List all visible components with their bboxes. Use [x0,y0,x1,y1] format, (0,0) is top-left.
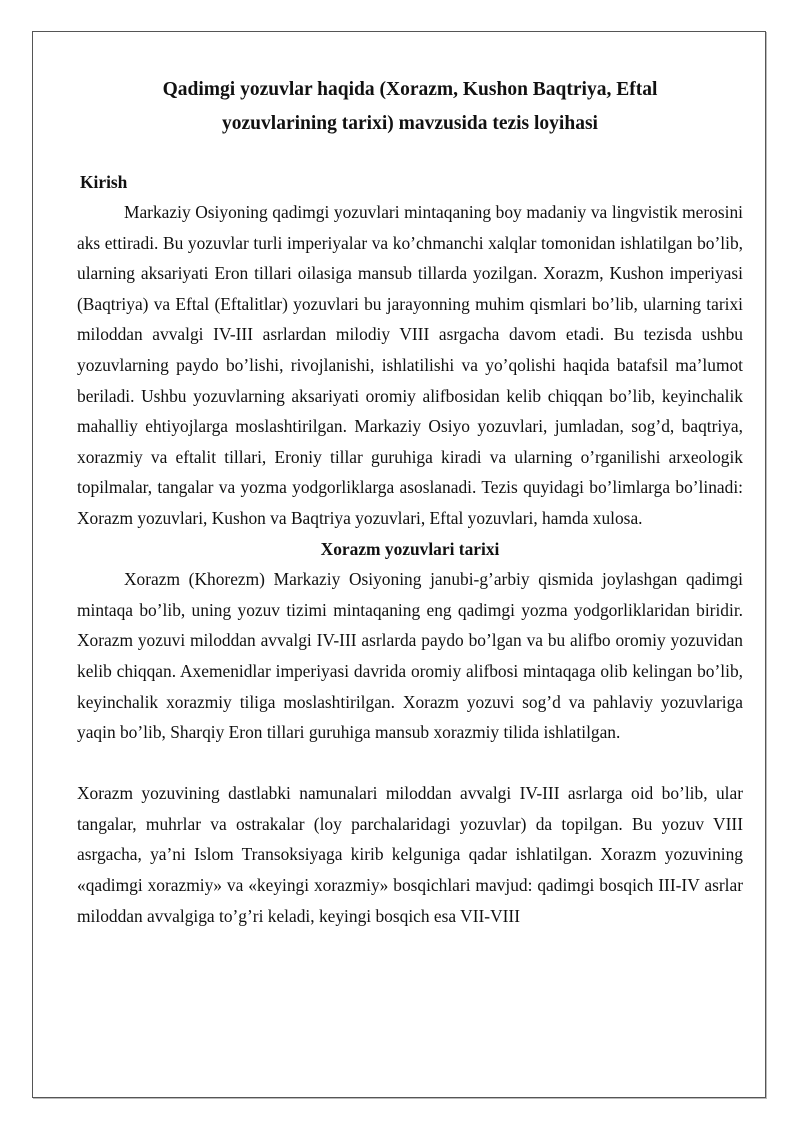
document-title: Qadimgi yozuvlar haqida (Xorazm, Kushon Baqtriya, Eftal yozuvlarining tarixi) mavzusida tezis loyihasi [162,79,658,134]
section-heading: Xorazm yozuvlari tarixi [320,538,500,559]
document-body [77,73,743,931]
paragraph-spacer [77,748,743,779]
section-paragraph: Xorazm (Khorezm) Markaziy Osiyoning janubi-g’arbiy qismida joylashgan qadimgi mintaqa bo’lib, uning yozuv tizimi mintaqaning eng qadimgi yozma yodgorliklaridan biridir. Xorazm yozuvi miloddan avvalgi IV-III asrlarda paydo bo’lgan va bu alifbo oromiy yozuvidan kelib chiqqan. Axemenidlar imperiyasi davrida oromiy alifbosi mintaqaga olib kelingan bo’lib, keyinchalik xorazmiy tiliga moslashtirilgan. Xorazm yozuvi sog’d va pahlaviy yozuvlariga yaqin bo’lib, Sharqiy Eron tillari guruhiga mansub xorazmiy tilida ishlatilgan. [77,569,743,743]
section-paragraph: Xorazm yozuvining dastlabki namunalari miloddan avvalgi IV-III asrlarga oid bo’lib, ular tangalar, muhrlar va ostrakalar (loy parchalaridagi yozuvlar) da topilgan. Bu yozuv VIII asrgacha, ya’ni Islom Transoksiyaga kirib kelguniga qadar ishlatilgan. Xorazm yozuvining «qadimgi xorazmiy» va «keyingi xorazmiy» bosqichlari mavjud: qadimgi bosqich III-IV asrlar miloddan avvalgiga to’g’ri keladi, keyingi bosqich esa VII-VIII [77,783,743,926]
intro-heading: Kirish [80,172,128,192]
intro-paragraph: Markaziy Osiyoning qadimgi yozuvlari mintaqaning boy madaniy va lingvistik merosini aks ettiradi. Bu yozuvlar turli imperiyalar va ko’chmanchi xalqlar tomonidan ishlatilgan bo’lib, ularning aksariyati Eron tillari oilasiga mansub tillarda yozilgan. Xorazm, Kushon imperiyasi (Baqtriya) va Eftal (Eftalitlar) yozuvlari bu jarayonning muhim qismlari bo’lib, ularning tarixi miloddan avvalgi IV-III asrlardan milodiy VIII asrgacha davom etadi. Bu tezisda ushbu yozuvlarning paydo bo’lishi, rivojlanishi, ishlatilishi va yo’qolishi haqida batafsil ma’lumot beriladi. Ushbu yozuvlarning aksariyati oromiy alifbosidan kelib chiqqan bo’lib, keyinchalik mahalliy ehtiyojlarga moslashtirilgan. Markaziy Osiyo yozuvlari, jumladan, sog’d, baqtriya, xorazmiy va eftalit tillari, Eroniy tillar guruhiga kiradi va ularning o’rganilishi arxeologik topilmalar, tangalar va yozma yodgorliklarga asoslanadi. Tezis quyidagi bo’limlarga bo’linadi: Xorazm yozuvlari, Kushon va Baqtriya yozuvlari, Eftal yozuvlari, hamda xulosa. [77,202,743,528]
